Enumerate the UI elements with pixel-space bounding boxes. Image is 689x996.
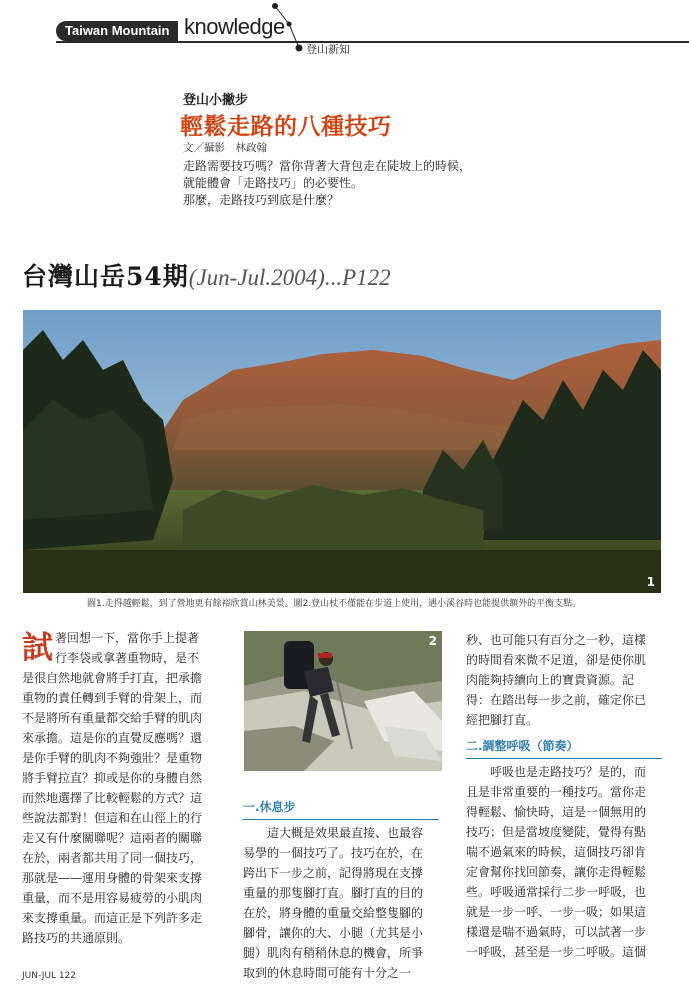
body-line: 在於，將身體的重量交給整隻腳的 xyxy=(243,906,424,920)
body-column-2 xyxy=(243,797,443,983)
hiker-photo xyxy=(244,631,442,771)
handwritten-issue: (Jun-Jul.2004)...P122 xyxy=(188,265,391,290)
body-line: 且是非常重要的一種技巧。當你走 xyxy=(466,785,647,799)
body-line: 來承擔。這是你的直覺反應嗎？還 xyxy=(22,731,203,745)
body-line: 重量的那隻腳打直。腳打直的目的 xyxy=(243,886,424,900)
body-line: 定會幫你找回節奏，讓你走得輕鬆 xyxy=(466,865,647,879)
body-line: 些。呼吸通常採行二步一呼吸，也 xyxy=(466,885,647,899)
lead-line: 走路需要技巧嗎？當你背著大背包走在陡坡上的時候， xyxy=(183,159,472,173)
body-line: 而然地選擇了比較輕鬆的方式？這 xyxy=(22,791,203,805)
photo-number: 1 xyxy=(646,575,655,589)
section-label: 登山新知 xyxy=(306,43,350,56)
body-line: 跨出下一步之前，記得將現在支撐 xyxy=(243,866,424,880)
page-folio: JUN-JUL 122 xyxy=(22,971,77,981)
body-column-1 xyxy=(22,628,232,948)
body-line: 走又有什麼關聯呢？這兩者的關聯 xyxy=(22,831,203,845)
body-column-3 xyxy=(466,630,666,962)
section-heading: 一.休息步 xyxy=(243,800,296,814)
body-line: 呼吸也是走路技巧？是的，而 xyxy=(466,765,647,779)
body-line: 是你手臂的肌肉不夠強壯？是重物 xyxy=(22,751,203,765)
body-line: 經把腳打直。 xyxy=(466,713,539,727)
body-line: 腿）肌肉有稍稍休息的機會，所爭 xyxy=(243,946,424,960)
body-line: 技巧；但是當坡度變陡，覺得有點 xyxy=(466,825,647,839)
photo-number: 2 xyxy=(428,634,437,648)
body-line: 些說法都對！但這和在山徑上的行 xyxy=(22,811,203,825)
body-line: 就是一步一呼、一步一吸；如果這 xyxy=(466,905,647,919)
body-line: 是很自然地就會將手打直，把承擔 xyxy=(22,671,203,685)
body-line: 一呼吸，甚至是一步二呼吸。這個 xyxy=(466,945,647,959)
section-rule xyxy=(243,819,439,820)
handwritten-note xyxy=(22,257,391,293)
body-line: 秒、也可能只有百分之一秒，這樣 xyxy=(466,633,647,647)
body-line: 將手臂拉直？抑或是你的身體自然 xyxy=(22,771,203,785)
brand-label: Taiwan Mountain xyxy=(56,21,178,41)
body-line: 重物的責任轉到手臂的骨架上，而 xyxy=(22,691,203,705)
body-line: 喘不過氣來的時候，這個技巧卻肯 xyxy=(466,845,647,859)
drop-cap: 試 xyxy=(22,630,53,666)
photo-caption: 圖1.走得越輕鬆，到了營地更有餘裕欣賞山林美景。圖2.登山杖不僅能在步道上使用，遇小溪谷時也能提供額外的平衡支點。 xyxy=(87,599,582,609)
section-heading: 二.調整呼吸（節奏） xyxy=(466,739,579,753)
body-line: 路技巧的共通原則。 xyxy=(22,931,131,945)
body-line: 取到的休息時間可能有十分之一 xyxy=(243,966,412,980)
body-line: 這大概是效果最直接、也最容 xyxy=(243,826,424,840)
lead-line: 就能體會「走路技巧」的必要性。 xyxy=(183,176,364,190)
body-line: 的時間看來微不足道，卻是使你肌 xyxy=(466,653,647,667)
article-byline: 文／攝影 林政翰 xyxy=(183,142,267,154)
article-lead xyxy=(183,158,513,209)
body-line: 不是將所有重量都交給手臂的肌肉 xyxy=(22,711,203,725)
body-line: 來支撐重量。而這正是下列許多走 xyxy=(22,911,203,925)
body-line: 得輕鬆、愉快時，這是一個無用的 xyxy=(466,805,647,819)
body-line: 著回想一下，當你手上提著 xyxy=(55,631,200,645)
body-line: 行李袋或拿著重物時，是不 xyxy=(55,651,200,665)
body-line: 那就是——運用身體的骨架來支撐 xyxy=(22,871,203,885)
body-line: 得：在踏出每一步之前，確定你已 xyxy=(466,693,647,707)
article-kicker: 登山小撇步 xyxy=(183,93,249,108)
body-line: 肉能夠持續向上的寶貴資源。記 xyxy=(466,673,635,687)
mountain-photo xyxy=(23,310,661,593)
body-line: 在於，兩者都共用了同一個技巧， xyxy=(22,851,203,865)
section-rule xyxy=(466,758,662,759)
body-line: 易學的一個技巧了。技巧在於，在 xyxy=(243,846,424,860)
body-line: 重量，而不是用容易疲勞的小肌肉 xyxy=(22,891,203,905)
body-line: 腳骨，讓你的大、小腿（尤其是小 xyxy=(243,926,424,940)
lead-line: 那麼，走路技巧到底是什麼？ xyxy=(183,193,340,207)
header-rule xyxy=(56,41,689,43)
body-line: 樣還是喘不過氣時，可以試著一步 xyxy=(466,925,647,939)
handwritten-source: 台灣山岳54期 xyxy=(22,262,189,291)
header-word: knowledge xyxy=(184,14,285,39)
article-title: 輕鬆走路的八種技巧 xyxy=(180,114,392,140)
